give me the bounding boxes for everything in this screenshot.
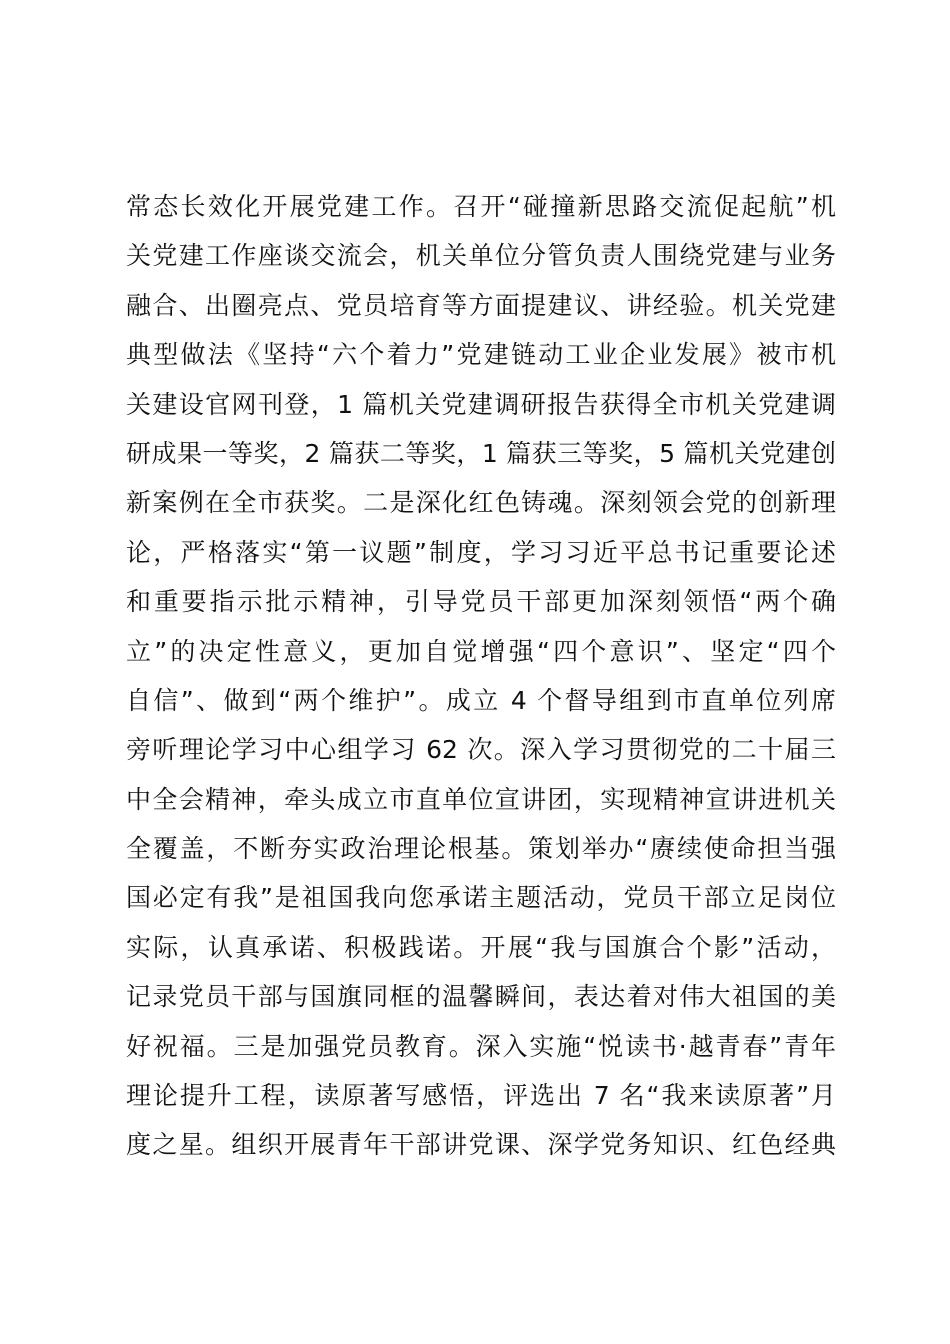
- text-line-5: 关建设官网刊登，1 篇机关党建调研报告获得全市机关党建调: [126, 389, 836, 419]
- text-line-16: 实际，认真承诺、积极践诺。开展“我与国旗合个影”活动，: [126, 932, 836, 962]
- text-line-12: 旁听理论学习中心组学习 62 次。深入学习贯彻党的二十届三: [126, 735, 836, 765]
- text-line-7: 新案例在全市获奖。二是深化红色铸魂。深刻领会党的创新理: [126, 488, 836, 518]
- text-line-11: 自信”、做到“两个维护”。成立 4 个督导组到市直单位列席: [126, 685, 836, 715]
- text-line-4: 典型做法《坚持“六个着力”党建链动工业企业发展》被市机: [126, 340, 836, 370]
- text-line-15: 国必定有我”是祖国我向您承诺主题活动，党员干部立足岗位: [126, 883, 836, 913]
- text-line-1: 常态长效化开展党建工作。召开“碰撞新思路交流促起航”机: [126, 192, 836, 221]
- text-line-9: 和重要指示批示精神，引导党员干部更加深刻领悟“两个确: [126, 587, 836, 617]
- text-line-8: 论，严格落实“第一议题”制度，学习习近平总书记重要论述: [126, 537, 836, 567]
- text-line-18: 好祝福。三是加强党员教育。深入实施“悦读书·越青春”青年: [126, 1031, 836, 1061]
- text-line-17: 记录党员干部与国旗同框的温馨瞬间，表达着对伟大祖国的美: [126, 982, 836, 1012]
- text-line-2: 关党建工作座谈交流会，机关单位分管负责人围绕党建与业务: [126, 241, 836, 271]
- text-line-20: 度之星。组织开展青年干部讲党课、深学党务知识、红色经典: [126, 1130, 836, 1160]
- text-line-13: 中全会精神，牵头成立市直单位宣讲团，实现精神宣讲进机关: [126, 784, 836, 814]
- text-line-3: 融合、出圈亮点、党员培育等方面提建议、讲经验。机关党建: [126, 290, 836, 320]
- body-text: [126, 182, 836, 1170]
- text-line-14: 全覆盖，不断夯实政治理论根基。策划举办“赓续使命担当强: [126, 834, 836, 864]
- text-line-19: 理论提升工程，读原著写感悟，评选出 7 名“我来读原著”月: [126, 1081, 836, 1111]
- text-line-10: 立”的决定性意义，更加自觉增强“四个意识”、坚定“四个: [126, 636, 836, 666]
- text-line-6: 研成果一等奖，2 篇获二等奖，1 篇获三等奖，5 篇机关党建创: [126, 438, 836, 468]
